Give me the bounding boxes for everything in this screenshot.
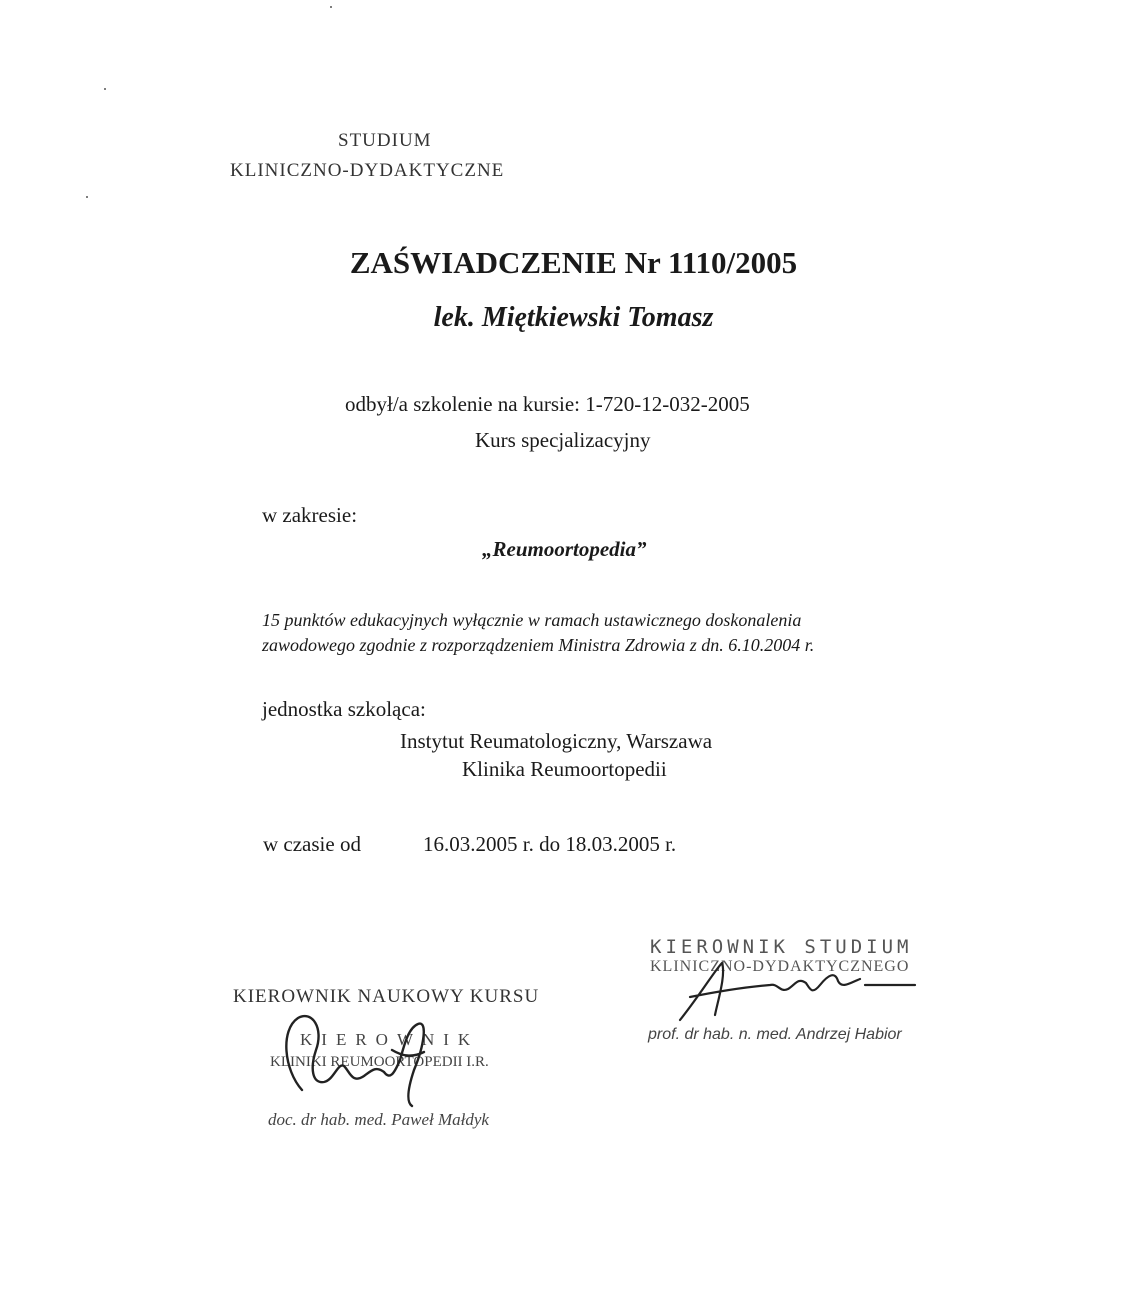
scope-label: w zakresie: (262, 503, 358, 527)
header-line-1: STUDIUM (338, 130, 432, 151)
points-text: 15 punktów edukacyjnych wyłącznie w ramach ustawicznego doskonalenia zawodowego zgodnie z rozporządzeniem Ministra Zdrowia z dn. 6.10.2004 r. (262, 610, 815, 655)
recipient-name: lek. Miętkiewski Tomasz (433, 302, 714, 333)
left-stamp-line-1: KIEROWNIK (300, 1030, 480, 1049)
course-type: Kurs specjalizacyjny (475, 428, 651, 452)
left-stamp-line-2: KLINIKI REUMOORTOPEDII I.R. (270, 1054, 489, 1070)
paper-speck (86, 196, 88, 198)
course-line: odbył/a szkolenie na kursie: 1-720-12-032-2005 (345, 392, 750, 416)
paper-speck (330, 6, 332, 8)
left-signatory-name: doc. dr hab. med. Paweł Małdyk (268, 1110, 489, 1129)
paper-speck (104, 88, 106, 90)
header-line-2: KLINICZNO-DYDAKTYCZNE (230, 160, 505, 181)
left-signatory-title: KIEROWNIK NAUKOWY KURSU (233, 986, 540, 1007)
right-signatory-name: prof. dr hab. n. med. Andrzej Habior (648, 1026, 902, 1043)
right-signature (660, 955, 920, 1025)
certificate-title: ZAŚWIADCZENIE Nr 1110/2005 (349, 245, 798, 280)
unit-line-1: Instytut Reumatologiczny, Warszawa (400, 729, 713, 753)
period-label: w czasie od (263, 832, 361, 856)
right-stamp-line-2: KLINICZNO-DYDAKTYCZNEGO (650, 958, 910, 975)
scope-value: „Reumoortopedia” (482, 537, 647, 561)
unit-line-2: Klinika Reumoortopedii (462, 757, 667, 781)
right-stamp-line-1: KIEROWNIK STUDIUM (650, 936, 913, 958)
unit-label: jednostka szkoląca: (262, 697, 426, 721)
left-signature (272, 1010, 462, 1110)
period-dates: 16.03.2005 r. do 18.03.2005 r. (423, 832, 677, 856)
